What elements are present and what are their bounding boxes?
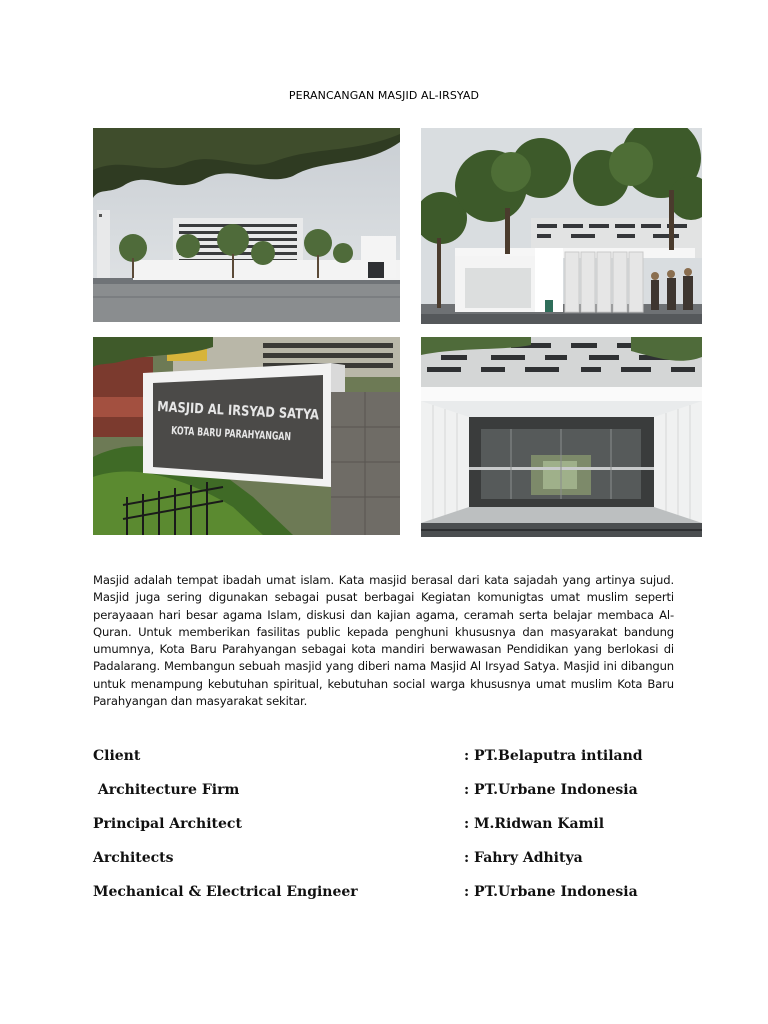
credit-value: : PT.Urbane Indonesia: [464, 884, 638, 900]
credit-row-principal-architect: [93, 816, 693, 850]
credit-label: Architecture Firm: [93, 782, 240, 798]
sign-line1-text: MASJID AL IRSYAD SATYA: [156, 399, 355, 426]
page-title: PERANCANGAN MASJID AL-IRSYAD: [288, 89, 480, 102]
credit-label: Mechanical & Electrical Engineer: [93, 884, 358, 900]
mosque-canopy-photo: [421, 128, 702, 324]
mosque-sign-photo: [93, 337, 400, 535]
mosque-interior-photo: [421, 337, 702, 537]
sign-line2-text: KOTA BARU PARAHYANGAN: [170, 424, 339, 446]
mosque-exterior-photo: [93, 128, 400, 322]
credit-label: Architects: [93, 850, 174, 866]
credit-value: : PT.Belaputra intiland: [464, 748, 643, 764]
project-credits: [93, 748, 693, 918]
credit-row-me-engineer: [93, 884, 693, 918]
credit-value: : Fahry Adhitya: [464, 850, 583, 866]
description-paragraph: Masjid adalah tempat ibadah umat islam. Kata masjid berasal dari kata sajadah yang artinya sujud. Masjid juga sering digunakan sebagai pusat berbagai Kegiatan komunigtas umat muslim seperti perayaaan hari besar agama Islam, diskusi dan kajian agama, ceramah serta belajar membaca Al-Quran. Untuk memberikan fasilitas public kepada penghuni khususnya dan masyarakat bandung umumnya, Kota Baru Parahyangan sebagai kota mandiri berwawasan Pendidikan yang berlokasi di Padalarang. Membangun sebuah masjid yang diberi nama Masjid Al Irsyad Satya. Masjid ini dibangun untuk menampung kebutuhan spiritual, kebutuhan social warga khususnya umat muslim Kota Baru Parahyangan dan masyarakat sekitar.: [93, 573, 674, 709]
credit-row-architects: [93, 850, 693, 884]
credit-label: Client: [93, 748, 141, 764]
credit-row-client: [93, 748, 693, 782]
credit-value: : PT.Urbane Indonesia: [464, 782, 638, 798]
credit-value: : M.Ridwan Kamil: [464, 816, 605, 832]
credit-row-architecture-firm: [93, 782, 693, 816]
credit-label: Principal Architect: [93, 816, 242, 832]
